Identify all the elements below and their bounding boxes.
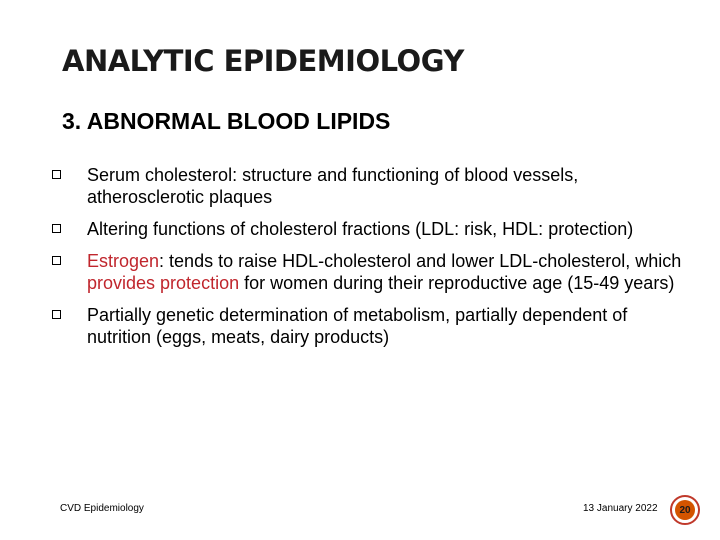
highlight-provides-protection: provides protection [87,273,240,293]
bullet-item [52,304,692,348]
footer-date: 13 January 2022 [583,503,658,514]
highlight-estrogen: Estrogen [87,251,160,271]
bullet-item [52,164,692,208]
footer-course-title: CVD Epidemiology [60,503,144,514]
square-bullet-icon [52,224,61,233]
bullet-text: : tends to raise HDL-cholesterol and lower LDL-cholesterol, which [159,251,682,271]
bullet-item [52,250,692,294]
page-number-badge [670,495,700,525]
square-bullet-icon [52,310,61,319]
bullet-list [52,164,692,358]
square-bullet-icon [52,256,61,265]
bullet-text: Partially genetic determination of metabolism, partially dependent of nutrition (eggs, meats, dairy products) [87,305,628,347]
square-bullet-icon [52,170,61,179]
bullet-text: Serum cholesterol: structure and functioning of blood vessels, atherosclerotic plaques [87,165,579,207]
page-number: 20 [675,500,695,520]
bullet-text: for women during their reproductive age (15-49 years) [239,273,675,293]
bullet-item [52,218,692,240]
slide-subtitle: 3. ABNORMAL BLOOD LIPIDS [62,108,391,134]
slide-title: ANALYTIC EPIDEMIOLOGY [62,44,464,78]
bullet-text: Altering functions of cholesterol fractions (LDL: risk, HDL: protection) [87,219,634,239]
